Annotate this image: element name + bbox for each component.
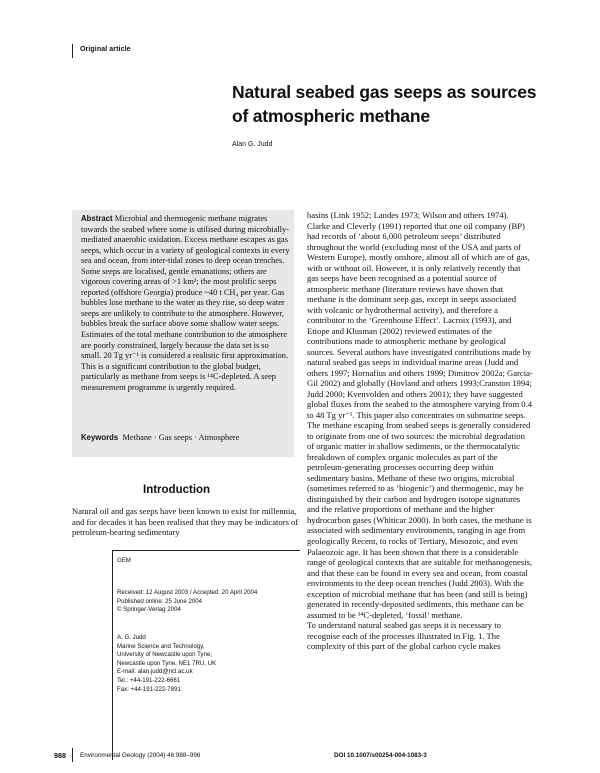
abstract-heading: Abstract — [81, 214, 113, 223]
title-line-2: of atmospheric methane — [232, 106, 430, 126]
paragraph: basins (Link 1952; Landes 1973; Wilson and others 1974). Clarke and Cleverly (1991) reported that one oil company (BP) had records of ‘about 6,000 petroleum seeps’ distributed throughout the world (excluding most of the USA and parts of Western Europe), mostly onshore, almost all of which are of gas, with or without oil. However, it is only relatively recently that gas seeps have been recognised as a potential source of atmospheric methane (literature reviews have shown that methane is the dominant seep gas, except in seeps associated with volcanic or hydrothermal activity), and therefore a contributor to the ‘Greenhouse Effect’. Lacroix (1993), and Etiope and Klusman (2002) reviewed estimates of the contributions made to atmospheric methane by geological sources. Several authors have investigated contributions made by natural seabed gas seeps in individual marine areas (Judd and others 1997; Hornafius and others 1999; Dimitrov 2002a; Garcia-Gil 2002) and globally (Hovland and others 1993;Cranston 1994; Judd 2000; Kvenvolden and others 2001); they have suggested global fluxes from the seabed to the atmosphere varying from 0.4 to 48 Tg yr⁻¹. This paper also concentrates on submarine seeps. — [307, 210, 533, 420]
article-dates — [117, 589, 257, 615]
fax: Fax: +44-191-222-7891 — [117, 685, 181, 693]
introduction-text: Natural oil and gas seeps have been known to exist for millennia, and for decades it has been realised that they may be indicators of petroleum-bearing sedimentary — [72, 506, 299, 537]
address-line: Newcastle upon Tyne, NE1 7RU, UK — [117, 659, 217, 667]
body-column-right — [307, 210, 533, 652]
keywords-heading: Keywords — [81, 433, 119, 442]
abstract-text: Microbial and thermogenic methane migrates towards the seabed where some is utilised during microbially-mediated anaerobic oxidation. Excess methane escapes as gas seeps, which occur in a variety of geological contexts in every sea and ocean, from inter-tidal zones to deep ocean trenches. Some seeps are localised, gentle emanations; others are vigorous covering areas of >1 km²; the most prolific seeps reported (offshore Georgia) produce ~40 t CH₄ per year. Gas bubbles lose methane to the water as they rise, so deep water seeps are unlikely to contribute to the atmosphere. However, bubbles break the surface above some shallow water seeps. Estimates of the total methane contribution to the atmosphere are poorly constrained, largely because the data set is so small. 20 Tg yr⁻¹ is considered a realistic first approximation. This is a significant contribution to the global budget, particularly as methane from seeps is ¹⁴C-depleted. A seep measurement programme is urgently required. — [81, 214, 290, 392]
contact-name: A. G. Judd — [117, 634, 146, 641]
page-number: 988 — [54, 751, 66, 760]
footer-rule — [72, 748, 73, 762]
journal-code: GEM — [117, 557, 131, 564]
keywords — [81, 433, 291, 442]
abstract — [81, 214, 291, 393]
section-label: Original article — [80, 46, 131, 53]
header-rule — [72, 44, 73, 58]
correspondence — [117, 634, 216, 694]
received-date: Received: 12 August 2003 / Accepted: 20 April 2004 — [117, 589, 258, 596]
address-line: Marine Science and Technology, — [117, 642, 205, 650]
info-box-rule-vertical — [112, 550, 113, 760]
journal-citation: Environmental Geology (2004) 46:988–996 — [80, 752, 201, 759]
info-box-rule-horizontal — [112, 550, 300, 551]
author-name: Alan G. Judd — [232, 141, 273, 148]
address-line: University of Newcastle upon Tyne, — [117, 651, 213, 659]
paragraph: To understand natural seabed gas seeps it is necessary to recognise each of the processes illustrated in Fig. 1. The complexity of this part of the global carbon cycle makes — [307, 620, 501, 652]
email: E-mail: alan.judd@ncl.ac.uk — [117, 668, 193, 676]
copyright: © Springer-Verlag 2004 — [117, 606, 181, 614]
telephone: Tel.: +44-191-222-6661 — [117, 676, 181, 684]
paragraph: The methane escaping from seabed seeps is generally considered to originate from one of two sources: the microbial degradation of organic matter in shallow sediments, or the thermocatalytic breakdown of complex organic molecules as part of the petroleum-generating processes occurring deep within sedimentary basins. Methane of these two origins, microbial (sometimes referred to as ‘biogenic’) and thermogenic, may be distinguished by their carbon and hydrogen isotope signatures and the relative proportions of methane and the higher hydrocarbon gases (Whiticar 2000). In both cases, the methane is associated with sedimentary environments, ranging in age from geologically Recent, to rocks of Tertiary, Mesozoic, and even Palaeozoic age. It has been shown that there is a considerable range of geological contexts that are suitable for methanogenesis, and that these can be found in every sea and ocean, from coastal environments to the deep ocean trenches (Judd 2003). With the exception of microbial methane that has been (and still is being) generated in recently-deposited sediments, this methane can be assumed to be ¹⁴C-depleted, ‘fossil’ methane. — [307, 420, 533, 620]
title-line-1: Natural seabed gas seeps as sources — [232, 82, 537, 102]
doi: DOI 10.1007/s00254-004-1083-3 — [334, 752, 427, 759]
published-date: Published online: 25 June 2004 — [117, 597, 203, 605]
keywords-list: Methane · Gas seeps · Atmosphere — [122, 433, 240, 442]
introduction-heading: Introduction — [143, 484, 211, 496]
article-title — [232, 80, 592, 128]
